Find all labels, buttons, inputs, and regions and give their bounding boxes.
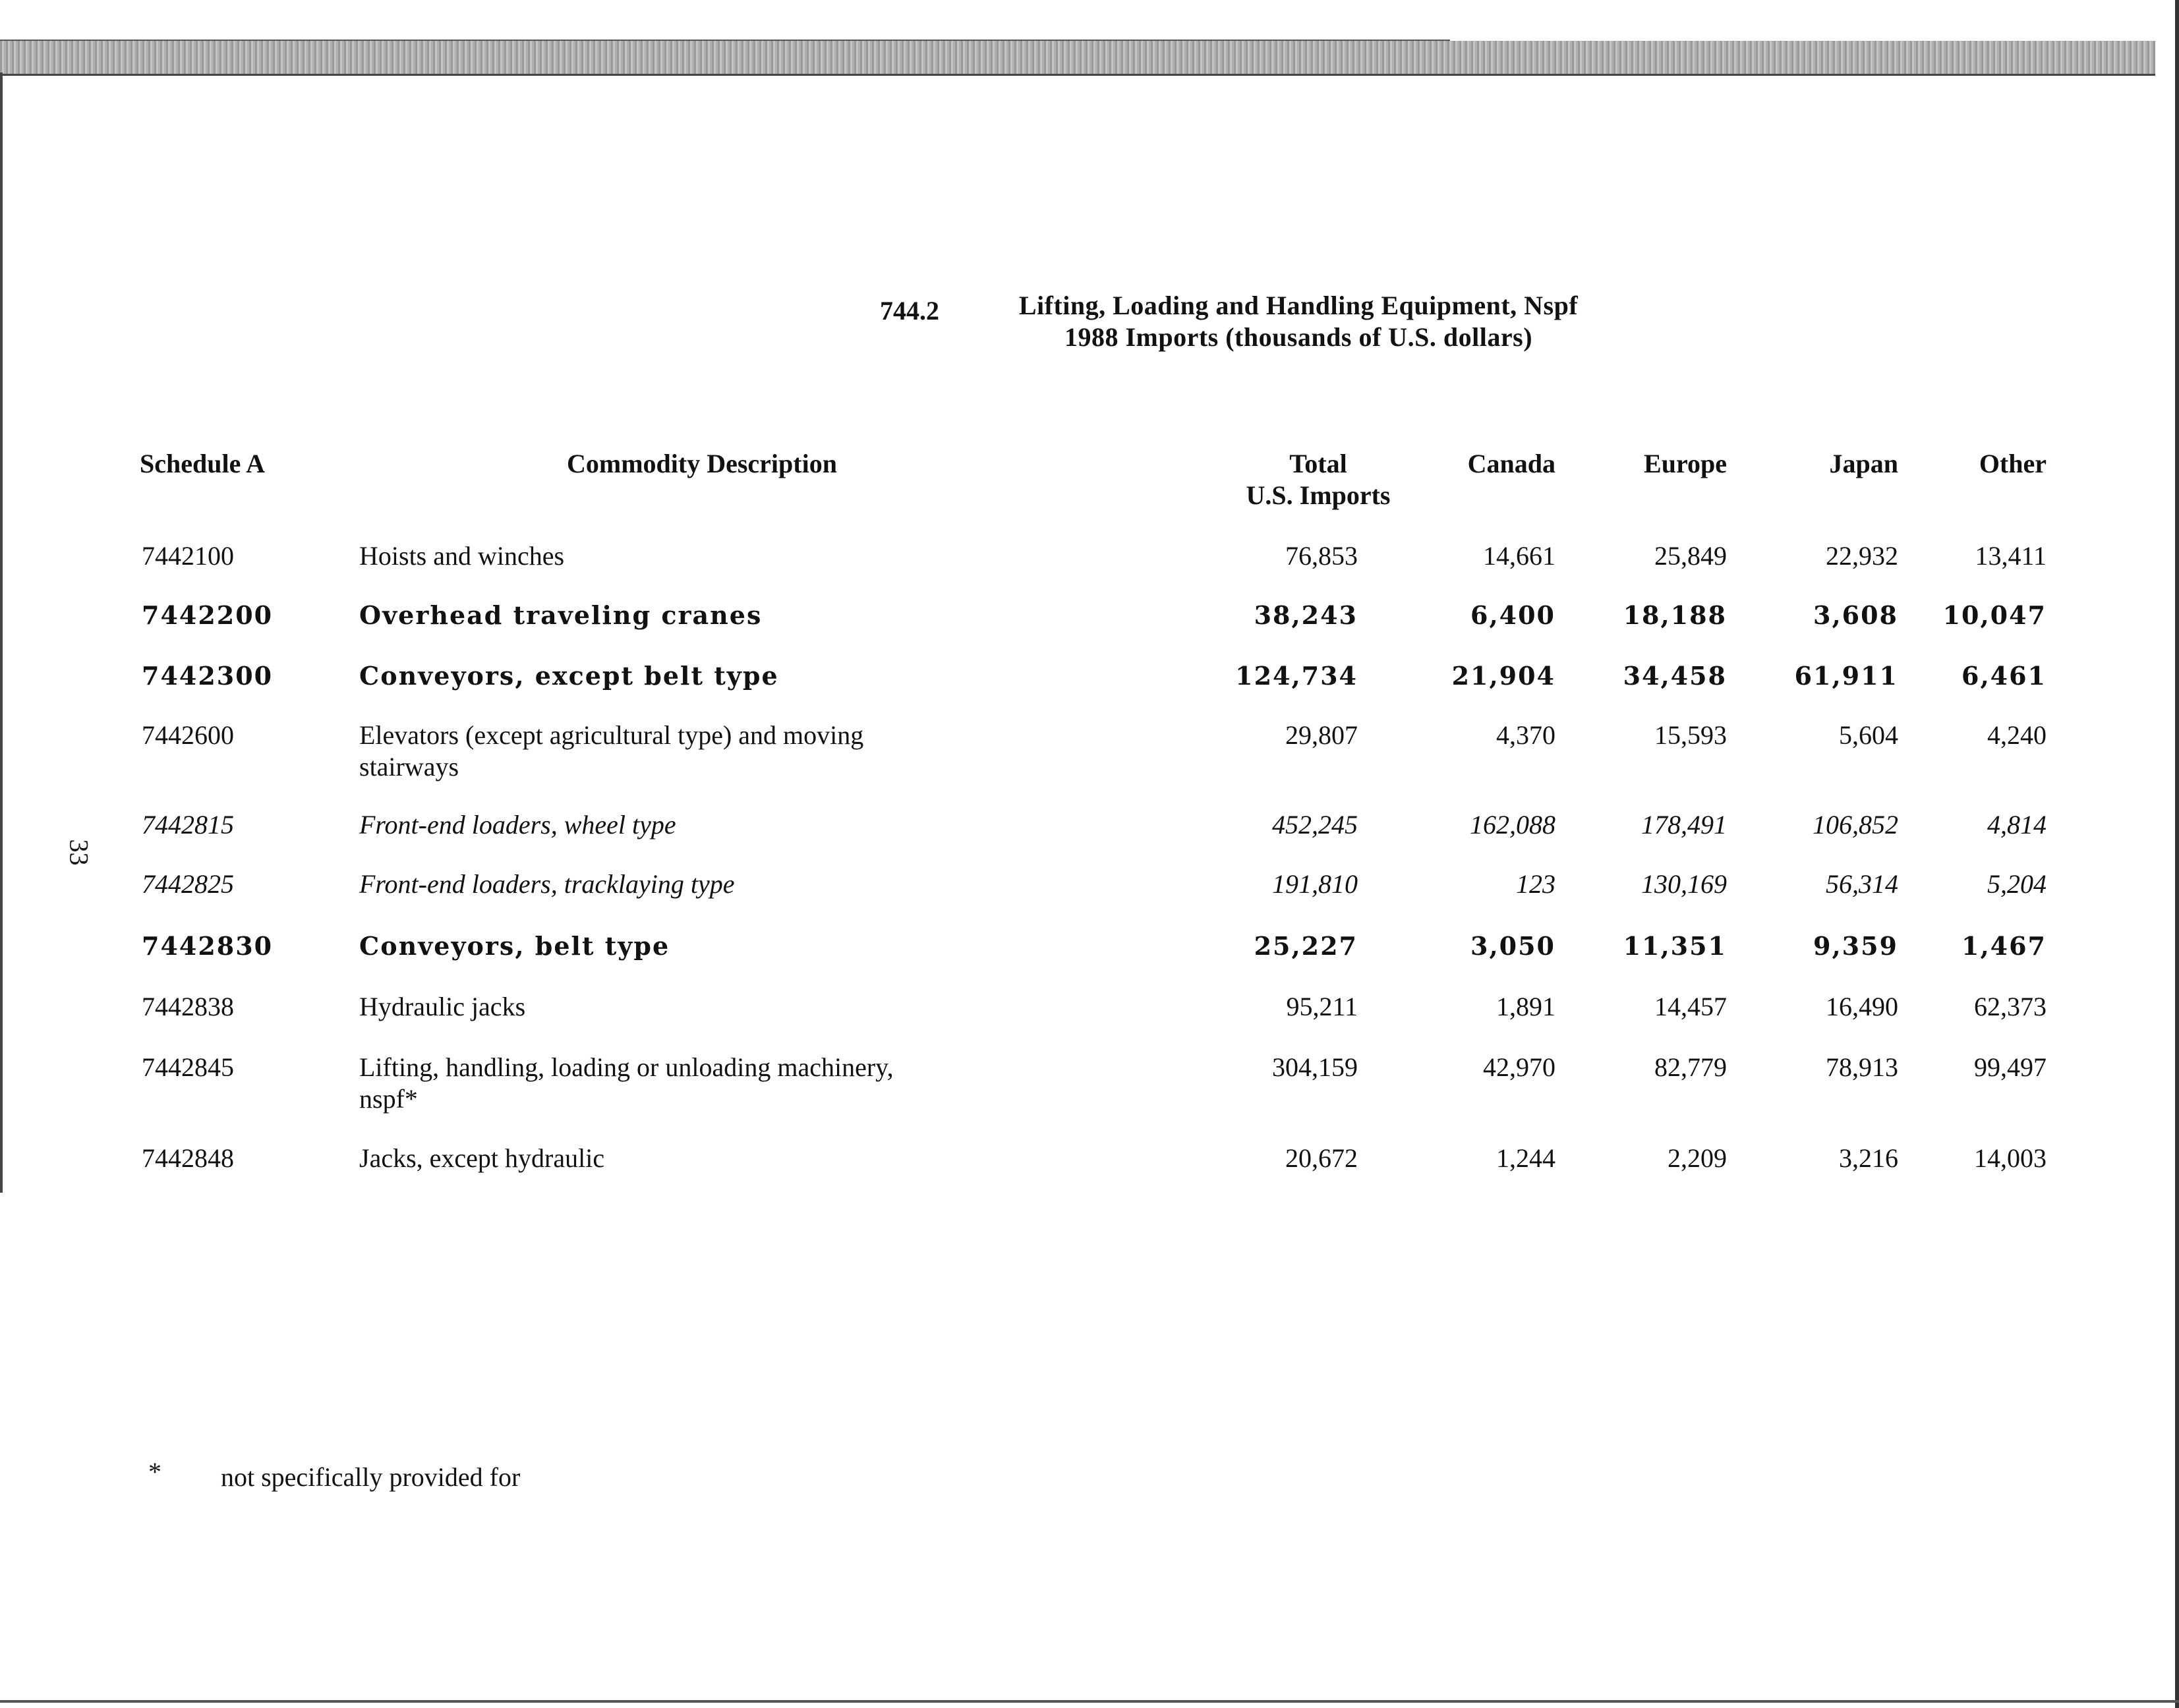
row-description: Conveyors, except belt type <box>359 661 779 691</box>
row-europe: 2,209 <box>1668 1143 1727 1173</box>
row-japan: 16,490 <box>1826 992 1898 1021</box>
header-total-line1: Total <box>1289 449 1347 478</box>
row-japan: 61,911 <box>1794 661 1898 691</box>
header-total <box>1226 448 1410 511</box>
row-europe: 14,457 <box>1654 992 1727 1021</box>
row-europe: 18,188 <box>1623 600 1727 630</box>
row-description: Elevators (except agricultural type) and moving stairways <box>359 720 864 782</box>
row-europe: 34,458 <box>1623 661 1727 691</box>
row-description: Front-end loaders, wheel type <box>359 810 676 840</box>
row-code: 7442815 <box>142 810 234 840</box>
row-europe: 130,169 <box>1641 869 1727 899</box>
row-europe: 25,849 <box>1654 541 1727 571</box>
row-canada: 4,370 <box>1496 720 1555 750</box>
row-code: 7442848 <box>142 1143 234 1173</box>
row-other: 99,497 <box>1974 1052 2047 1082</box>
row-canada: 14,661 <box>1483 541 1555 571</box>
row-description: Jacks, except hydraulic <box>359 1143 605 1173</box>
row-description: Hydraulic jacks <box>359 992 526 1021</box>
row-canada: 162,088 <box>1470 810 1555 840</box>
row-description: Lifting, handling, loading or unloading machinery, nspf* <box>359 1052 894 1114</box>
row-other: 4,240 <box>1987 720 2047 750</box>
header-total-line2: U.S. Imports <box>1246 480 1391 510</box>
row-japan: 5,604 <box>1839 720 1898 750</box>
row-total: 20,672 <box>1285 1143 1358 1173</box>
row-description: Hoists and winches <box>359 541 565 571</box>
row-total: 304,159 <box>1272 1052 1358 1082</box>
row-code: 7442100 <box>142 541 234 571</box>
header-schedule: Schedule A <box>140 449 266 478</box>
row-other: 1,467 <box>1961 931 2047 961</box>
row-canada: 6,400 <box>1470 600 1555 630</box>
row-europe: 82,779 <box>1654 1052 1727 1082</box>
page-right-edge <box>2175 0 2179 1708</box>
row-description: Conveyors, belt type <box>359 931 670 961</box>
footnote-text: not specifically provided for <box>221 1462 521 1492</box>
row-japan: 56,314 <box>1826 869 1898 899</box>
row-total: 95,211 <box>1286 992 1358 1021</box>
header-japan: Japan <box>1829 449 1898 478</box>
row-total: 76,853 <box>1285 541 1358 571</box>
row-japan: 9,359 <box>1813 931 1898 961</box>
row-canada: 21,904 <box>1451 661 1555 691</box>
row-code: 7442845 <box>142 1052 234 1082</box>
row-europe: 178,491 <box>1641 810 1727 840</box>
row-other: 4,814 <box>1987 810 2047 840</box>
row-description: Front-end loaders, tracklaying type <box>359 869 735 899</box>
row-code: 7442300 <box>142 661 274 691</box>
row-total: 124,734 <box>1235 661 1358 691</box>
row-other: 62,373 <box>1974 992 2047 1021</box>
row-europe: 11,351 <box>1623 931 1727 961</box>
scan-top-band <box>0 41 2155 76</box>
row-description: Overhead traveling cranes <box>359 600 763 630</box>
row-total: 29,807 <box>1285 720 1358 750</box>
table-title-line2: 1988 Imports (thousands of U.S. dollars) <box>1064 322 1533 352</box>
row-canada: 1,891 <box>1496 992 1555 1021</box>
header-canada: Canada <box>1467 449 1555 478</box>
row-japan: 106,852 <box>1813 810 1898 840</box>
row-canada: 123 <box>1516 869 1555 899</box>
row-total: 452,245 <box>1272 810 1358 840</box>
row-other: 10,047 <box>1942 600 2047 630</box>
page-bottom-edge <box>0 1700 2179 1703</box>
table-number: 744.2 <box>880 296 939 326</box>
page-number: 33 <box>64 839 94 866</box>
table-title <box>923 290 1674 353</box>
row-total: 191,810 <box>1272 869 1358 899</box>
row-other: 13,411 <box>1975 541 2047 571</box>
row-japan: 22,932 <box>1826 541 1898 571</box>
header-description: Commodity Description <box>567 449 837 478</box>
row-canada: 42,970 <box>1483 1052 1555 1082</box>
row-code: 7442838 <box>142 992 234 1021</box>
row-japan: 3,608 <box>1813 600 1898 630</box>
row-code: 7442600 <box>142 720 234 750</box>
row-code: 7442825 <box>142 869 234 899</box>
row-other: 5,204 <box>1987 869 2047 899</box>
row-other: 6,461 <box>1961 661 2047 691</box>
row-total: 25,227 <box>1254 931 1358 961</box>
row-japan: 78,913 <box>1826 1052 1898 1082</box>
row-total: 38,243 <box>1254 600 1358 630</box>
row-other: 14,003 <box>1974 1143 2047 1173</box>
table-title-line1: Lifting, Loading and Handling Equipment, Nspf <box>1018 291 1579 320</box>
row-europe: 15,593 <box>1654 720 1727 750</box>
footnote-marker: * <box>148 1457 161 1487</box>
header-other: Other <box>1979 449 2047 478</box>
page-left-edge <box>0 72 3 1193</box>
row-canada: 3,050 <box>1470 931 1555 961</box>
row-code: 7442830 <box>142 931 274 961</box>
row-code: 7442200 <box>142 600 274 630</box>
header-europe: Europe <box>1644 449 1727 478</box>
row-japan: 3,216 <box>1839 1143 1898 1173</box>
row-canada: 1,244 <box>1496 1143 1555 1173</box>
